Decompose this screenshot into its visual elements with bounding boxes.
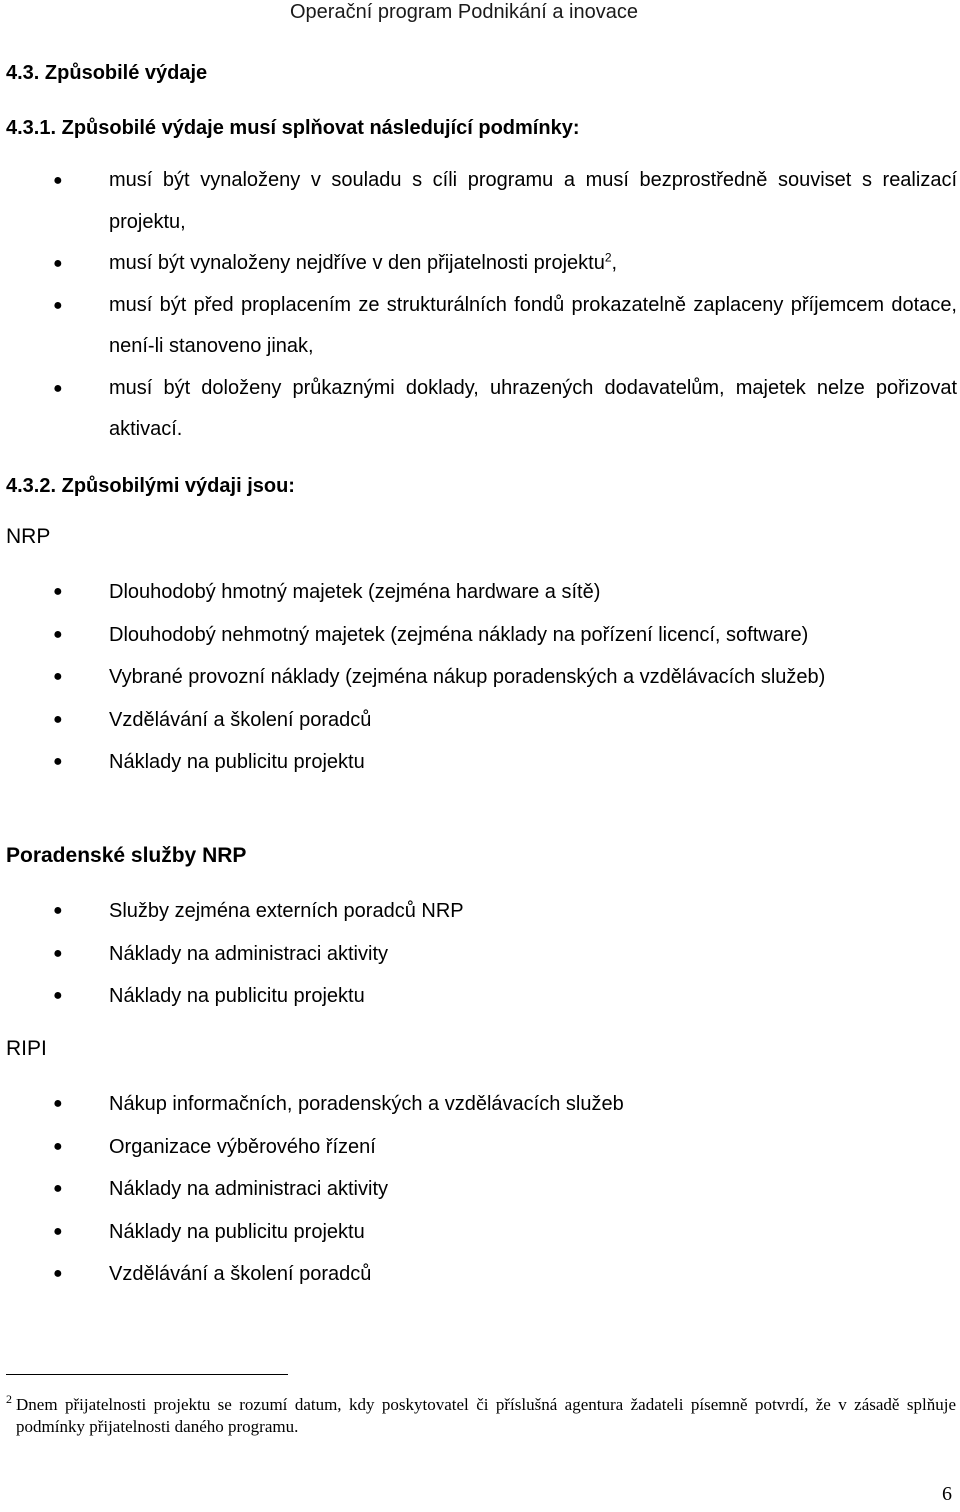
list-item-text: Vybrané provozní náklady (zejména nákup poradenských a vzdělávacích služeb): [109, 666, 826, 688]
bullet-icon: ●: [53, 296, 63, 314]
bullet-icon: ●: [53, 625, 63, 643]
poradenske-list: [0, 890, 960, 1018]
bullet-icon: ●: [53, 1137, 63, 1155]
footnote-reference[interactable]: 2: [604, 250, 612, 265]
footnote-separator: [6, 1374, 288, 1375]
bullet-icon: ●: [53, 255, 63, 272]
section-heading-4-3-2: 4.3.2. Způsobilými výdaji jsou:: [6, 475, 295, 497]
page-number: 6: [942, 1483, 952, 1505]
list-item: [0, 368, 960, 451]
group-title-ripi: RIPI: [6, 1037, 47, 1060]
list-item-text: Náklady na administraci aktivity: [109, 942, 388, 965]
list-item: [0, 699, 960, 742]
list-item: [0, 285, 960, 368]
list-item: [0, 1253, 960, 1296]
bullet-icon: ●: [53, 583, 63, 600]
list-item: [0, 1126, 960, 1169]
bullet-icon: ●: [53, 172, 63, 189]
bullet-icon: ●: [53, 379, 63, 397]
bullet-icon: ●: [53, 944, 63, 962]
list-item-text: musí být doloženy průkaznými doklady, uhrazených dodavatelům, majetek nelze pořizovat aktivací.: [109, 376, 957, 440]
footnote: [6, 1394, 956, 1438]
list-item: [0, 571, 960, 614]
bullet-icon: ●: [53, 987, 63, 1004]
list-item: [0, 1168, 960, 1211]
group-title-poradenske-sluzby: Poradenské služby NRP: [6, 844, 247, 867]
list-item-punctuation: ,: [611, 252, 618, 274]
list-item-text: Dlouhodobý nehmotný majetek (zejména náklady na pořízení licencí, software): [109, 623, 809, 646]
running-header: Operační program Podnikání a inovace: [290, 1, 638, 23]
list-item-text: Náklady na publicitu projektu: [109, 751, 365, 773]
nrp-list: [0, 571, 960, 784]
list-item: [0, 975, 960, 1018]
list-item-text: Vzdělávání a školení poradců: [109, 708, 372, 731]
list-item-text: Nákup informačních, poradenských a vzdělávacích služeb: [109, 1093, 624, 1115]
group-title-nrp: NRP: [6, 525, 51, 548]
list-item-text: musí být před proplacením ze strukturálních fondů prokazatelně zaplaceny příjemcem dotace, není-li stanoveno jinak,: [109, 293, 957, 357]
list-item: [0, 614, 960, 657]
footnote-text: Dnem přijatelnosti projektu se rozumí datum, kdy poskytovatel či příslušná agentura žadateli písemně potvrdí, že v zásadě splňuje podmínky přijatelnosti daného programu.: [16, 1395, 956, 1436]
list-item: [0, 160, 960, 243]
bullet-icon: ●: [53, 1265, 63, 1282]
section-heading-4-3-1: 4.3.1. Způsobilé výdaje musí splňovat následující podmínky:: [6, 117, 580, 139]
list-item-text: Náklady na publicitu projektu: [109, 985, 365, 1007]
list-item: [0, 243, 960, 285]
section-heading-4-3: 4.3. Způsobilé výdaje: [6, 62, 208, 84]
list-item-text: musí být vynaloženy v souladu s cíli programu a musí bezprostředně souviset s realizací projektu,: [109, 169, 957, 233]
list-item-text: musí být vynaloženy nejdříve v den přijatelnosti projektu: [109, 252, 605, 274]
bullet-icon: ●: [53, 1222, 63, 1240]
list-item: [0, 1083, 960, 1126]
list-item: [0, 741, 960, 784]
list-item: [0, 1211, 960, 1254]
list-item: [0, 890, 960, 933]
list-item-text: Vzdělávání a školení poradců: [109, 1263, 372, 1285]
list-item-text: Náklady na publicitu projektu: [109, 1220, 365, 1243]
bullet-icon: ●: [53, 1180, 63, 1197]
bullet-icon: ●: [53, 753, 63, 770]
footnote-number: 2: [6, 1392, 12, 1406]
bullet-icon: ●: [53, 710, 63, 728]
bullet-icon: ●: [53, 902, 63, 919]
list-item-text: Služby zejména externích poradců NRP: [109, 900, 464, 922]
list-item: [0, 656, 960, 699]
conditions-list: [0, 160, 960, 451]
list-item-text: Dlouhodobý hmotný majetek (zejména hardware a sítě): [109, 581, 601, 603]
ripi-list: [0, 1083, 960, 1296]
list-item: [0, 933, 960, 976]
list-item-text: Organizace výběrového řízení: [109, 1135, 376, 1158]
list-item-text: Náklady na administraci aktivity: [109, 1178, 388, 1200]
bullet-icon: ●: [53, 668, 63, 685]
bullet-icon: ●: [53, 1095, 63, 1112]
